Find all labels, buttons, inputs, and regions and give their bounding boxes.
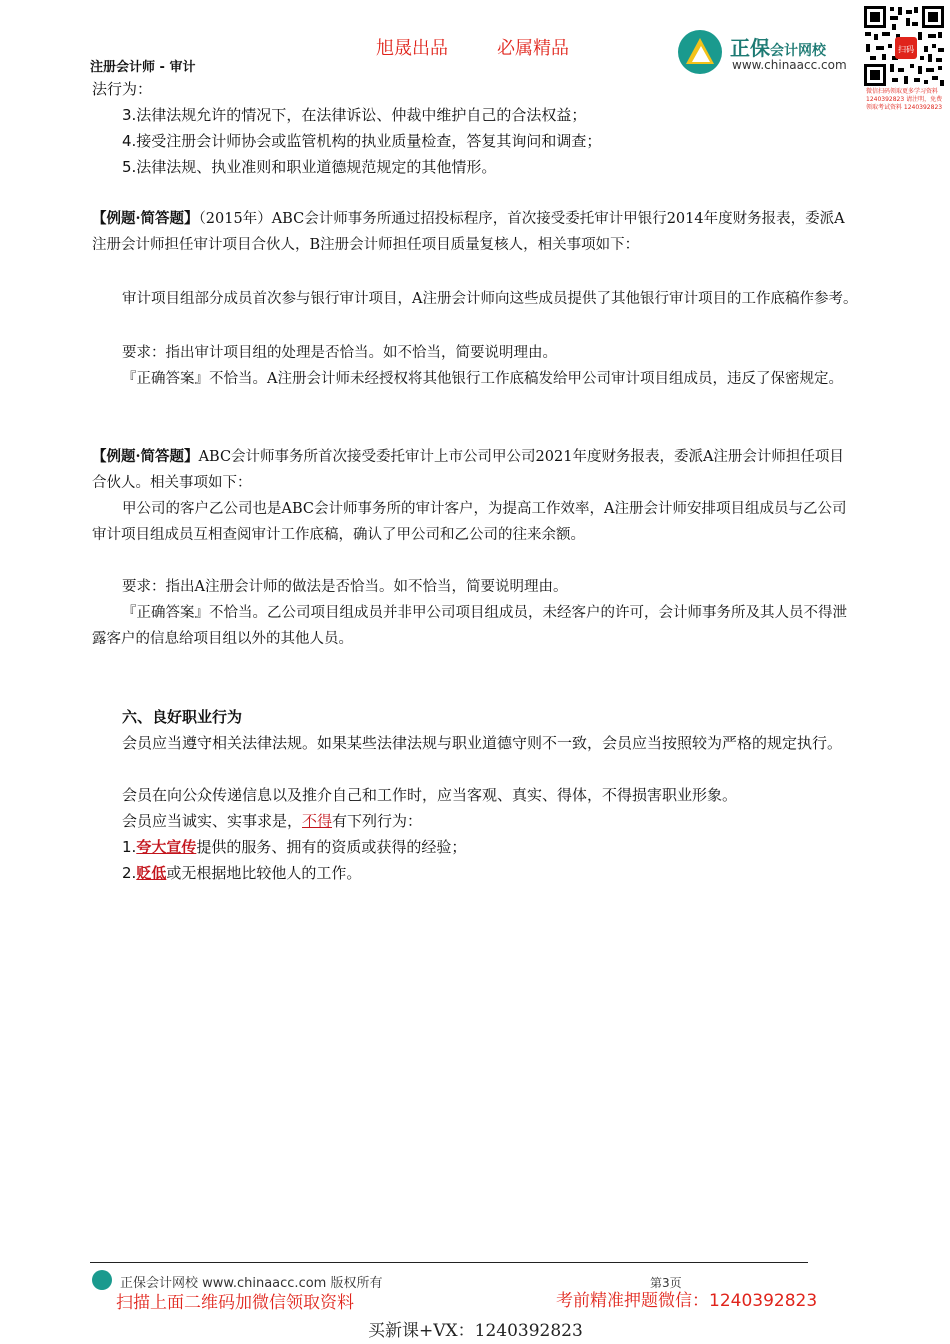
footer-logo-icon [92, 1270, 112, 1290]
example-2-intro: 【例题·简答题】ABC会计师事务所首次接受委托审计上市公司甲公司2021年度财务报表，委派A注册会计师担任项目合伙人。相关事项如下： [92, 448, 844, 491]
qr-badge: 扫码 [898, 45, 914, 54]
promo-left: 旭晟出品 [376, 38, 448, 59]
list-item: 2.贬低或无根据地比较他人的工作。 [122, 864, 362, 882]
highlight-exaggerate: 夸大宣传 [136, 838, 197, 856]
example-1-fact: 审计项目组部分成员首次参与银行审计项目，A注册会计师向这些成员提供了其他银行审计项目的工作底稿作参考。 [122, 291, 858, 307]
example-2-requirement: 要求：指出A注册会计师的做法是否恰当。如不恰当，简要说明理由。 [122, 579, 568, 595]
highlight-not-allowed: 不得 [302, 812, 333, 830]
footer-scan-note: 扫描上面二维码加微信领取资料 [116, 1293, 354, 1313]
chinaacc-logo[interactable] [678, 30, 858, 76]
list-item: 5.法律法规、执业准则和职业道德规范规定的其他情形。 [122, 158, 497, 176]
section-6-para-1: 会员应当遵守相关法律法规。如果某些法律法规与职业道德守则不一致，会员应当按照较为严格的规定执行。 [122, 734, 843, 752]
course-title: 注册会计师 - 审计 [90, 60, 196, 75]
example-tag: 【例题·简答题】 [92, 448, 199, 465]
example-2-fact: 甲公司的客户乙公司也是ABC会计师事务所的审计客户，为提高工作效率，A注册会计师安排项目组成员与乙公司审计项目组成员互相查阅审计工作底稿，确认了甲公司和乙公司的往来余额。 [92, 501, 847, 543]
qr-code-svg [862, 4, 946, 88]
list-item: 3.法律法规允许的情况下，在法律诉讼、仲裁中维护自己的合法权益； [122, 106, 587, 124]
footer-buy-note: 买新课+VX：1240392823 [368, 1321, 583, 1341]
qr-code-icon [862, 4, 946, 88]
logo-url: www.chinaacc.com [732, 58, 847, 72]
footer-wechat-note: 考前精准押题微信：1240392823 [556, 1291, 818, 1311]
promo-right: 必属精品 [497, 38, 569, 59]
logo-mark-icon [678, 30, 722, 74]
example-1-requirement: 要求：指出审计项目组的处理是否恰当。如不恰当，简要说明理由。 [122, 345, 557, 361]
qr-note: 微信扫码领取更多学习资料 1240392823 请注明，免费领取考试资料 1240392823 [866, 88, 943, 111]
section-6-para-2: 会员在向公众传递信息以及推介自己和工作时，应当客观、真实、得体，不得损害职业形象。 [122, 786, 738, 804]
page-number: 第3页 [650, 1276, 682, 1290]
list-item: 1.夸大宣传提供的服务、拥有的资质或获得的经验； [122, 838, 467, 856]
example-1-answer: 『正确答案』不恰当。A注册会计师未经授权将其他银行工作底稿发给甲公司审计项目组成员，违反了保密规定。 [122, 371, 843, 387]
list-item: 4.接受注册会计师协会或监管机构的执业质量检查，答复其询问和调查； [122, 132, 602, 150]
logo-name: 正保会计网校 [730, 36, 826, 60]
highlight-disparage: 贬低 [136, 864, 167, 882]
footer-copyright: 正保会计网校 www.chinaacc.com 版权所有 [120, 1276, 383, 1291]
footer-divider [90, 1262, 808, 1263]
section-6-title: 六、良好职业行为 [122, 708, 243, 726]
example-tag: 【例题·简答题】 [92, 210, 199, 227]
section-lead: 法行为： [92, 80, 153, 98]
example-1-intro: 【例题·简答题】（2015年）ABC会计师事务所通过招投标程序，首次接受委托审计甲银行2014年度财务报表，委派A注册会计师担任审计项目合伙人，B注册会计师担任项目质量复核人，相关事项如下： [92, 210, 845, 253]
example-2-answer: 『正确答案』不恰当。乙公司项目组成员并非甲公司项目组成员，未经客户的许可，会计师事务所及其人员不得泄露客户的信息给项目组以外的其他人员。 [92, 605, 847, 647]
section-6-para-3: 会员应当诚实、实事求是，不得有下列行为： [122, 812, 423, 830]
